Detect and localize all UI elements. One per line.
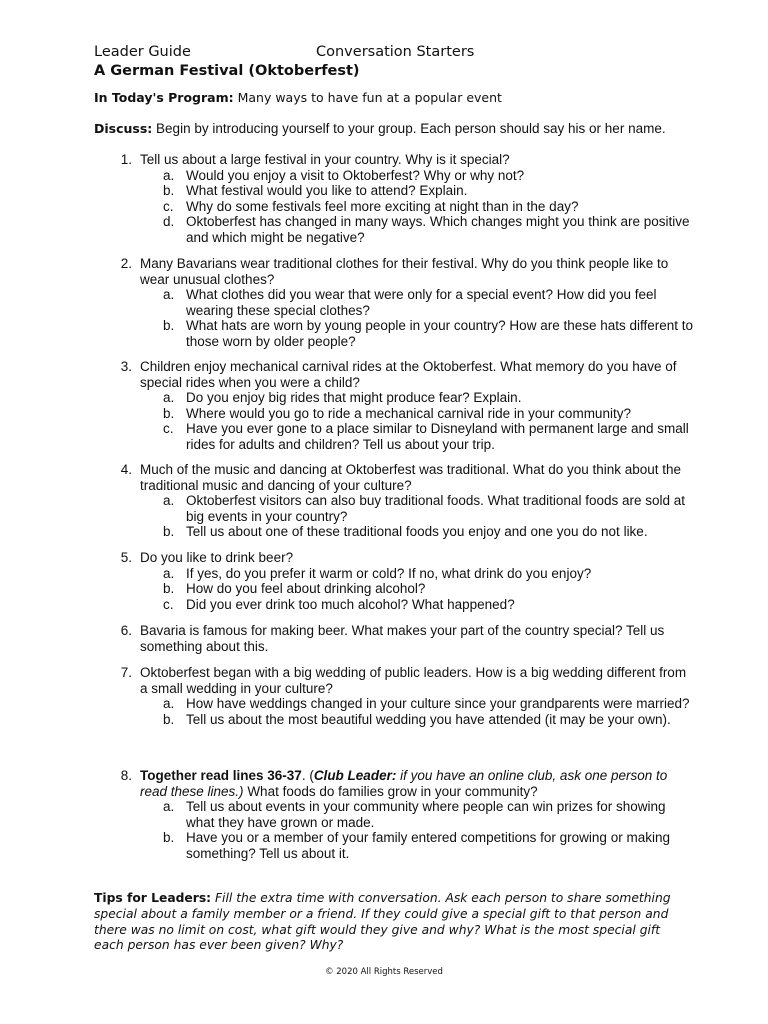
question-text: Much of the music and dancing at Oktoberfest was traditional. What do you think about the traditional music and dancing of your culture? [140,462,682,493]
sub-question-text: Do you enjoy big rides that might produce fear? Explain. [186,390,522,406]
tips-text: Fill the extra time with conversation. Ask each person to share something special about a family member or a friend. If they could give a special gift to that person and there was no limit on cost, what gift would they give and why? What is the most special gift each person has ever been given? Why? [94,891,671,953]
sub-question-list [116,390,696,452]
question-8-text: What foods do families grow in your community? [243,783,538,799]
program-text: Many ways to have fun at a popular event [233,90,502,105]
sub-question [116,493,696,524]
question-number: 5. [120,550,132,565]
sub-question [116,696,696,712]
sub-question-letter: a. [163,799,175,815]
paren-open: . ( [301,768,314,783]
sub-question-letter: a. [163,287,175,303]
sub-question-letter: b. [163,711,175,727]
discuss-line [94,121,666,136]
sub-question [116,287,696,318]
sub-question-letter: c. [163,596,174,612]
sub-question-letter: a. [163,565,175,581]
sub-question [116,712,696,728]
sub-question [116,830,696,861]
sub-question [116,214,696,245]
sub-question-letter: a. [163,493,175,509]
copyright-footer: © 2020 All Rights Reserved [325,967,443,977]
discuss-text: Begin by introducing yourself to your group. Each person should say his or her name. [152,121,666,136]
sub-question-list [116,168,696,246]
sub-question-text: What hats are worn by young people in your country? How are these hats different to those worn by older people? [186,318,694,349]
question-text: Oktoberfest began with a big wedding of public leaders. How is a big wedding different from a small wedding in your culture? [140,665,687,696]
sub-question-text: Would you enjoy a visit to Oktoberfest? Why or why not? [186,167,525,183]
sub-question [116,183,696,199]
sub-question-text: Oktoberfest has changed in many ways. Which changes might you think are positive and which might be negative? [186,214,690,245]
sub-question-list [116,799,696,861]
sub-question [116,581,696,597]
question-7 [116,665,696,727]
sub-question-letter: c. [163,421,174,437]
sub-question-text: Have you or a member of your family entered competitions for growing or making something? Tell us about it. [186,830,670,861]
sub-question-text: How have weddings changed in your culture since your grandparents were married? [186,696,690,712]
program-label: In Today's Program: [94,90,234,105]
sub-question [116,597,696,613]
sub-question [116,799,696,830]
sub-question [116,406,696,422]
question-text: Many Bavarians wear traditional clothes for their festival. Why do you think people like to wear unusual clothes? [140,256,669,287]
question-text: Children enjoy mechanical carnival rides at the Oktoberfest. What memory do you have of special rides when you were a child? [140,359,677,390]
sub-question-text: Tell us about the most beautiful wedding you have attended (it may be your own). [186,711,671,727]
sub-question-text: Have you ever gone to a place similar to Disneyland with permanent large and small rides for adults and children? Tell us about your trip. [186,421,689,452]
question-text [140,768,696,799]
question-number: 6. [120,623,132,638]
sub-question [116,524,696,540]
question-number: 4. [120,462,132,477]
page-title: A German Festival (Oktoberfest) [94,63,360,79]
sub-question [116,199,696,215]
sub-question-text: If yes, do you prefer it warm or cold? If no, what drink do you enjoy? [186,565,592,581]
header-right: Conversation Starters [316,44,475,60]
question-1 [116,152,696,246]
sub-question-letter: a. [163,390,175,406]
sub-question-letter: d. [163,214,175,230]
tips-for-leaders [94,891,684,954]
question-3 [116,359,696,453]
sub-question-list [116,493,696,540]
sub-question-letter: b. [163,183,175,199]
sub-question-list [116,287,696,349]
sub-question [116,390,696,406]
question-number: 1. [120,152,132,167]
sub-question-text: Tell us about events in your community where people can win prizes for showing what they have grown or made. [186,799,666,830]
header-left: Leader Guide [94,44,191,60]
sub-question [116,168,696,184]
sub-question [116,421,696,452]
question-2 [116,256,696,350]
question-6 [116,623,696,654]
sub-question-letter: b. [163,581,175,597]
sub-question-list [116,566,696,613]
sub-question-list [116,696,696,727]
sub-question [116,566,696,582]
sub-question-letter: b. [163,318,175,334]
question-5 [116,550,696,612]
club-leader-note: if you have an online club, ask one person to read these lines.) [140,768,668,799]
sub-question-text: How do you feel about drinking alcohol? [186,581,426,597]
sub-question-letter: c. [163,198,174,214]
read-lines-instruction: Together read lines 36-37 [140,768,302,783]
sub-question-letter: b. [163,405,175,421]
question-text: Do you like to drink beer? [140,550,294,565]
sub-question [116,318,696,349]
question-number: 8. [120,768,132,783]
sub-question-letter: b. [163,524,175,540]
sub-question-text: Tell us about one of these traditional foods you enjoy and one you do not like. [186,524,648,540]
discuss-label: Discuss: [94,121,153,136]
sub-question-letter: a. [163,167,175,183]
sub-question-text: What festival would you like to attend? Explain. [186,183,468,199]
sub-question-text: What clothes did you wear that were only for a special event? How did you feel wearing these special clothes? [186,287,657,318]
sub-question-text: Oktoberfest visitors can also buy traditional foods. What traditional foods are sold at big events in your country? [186,493,686,524]
sub-question-letter: b. [163,830,175,846]
sub-question-text: Where would you go to ride a mechanical carnival ride in your community? [186,405,631,421]
question-number: 7. [120,665,132,680]
sub-question-text: Did you ever drink too much alcohol? What happened? [186,596,515,612]
question-number: 3. [120,359,132,374]
sub-question-letter: a. [163,696,175,712]
question-text: Tell us about a large festival in your country. Why is it special? [140,152,510,167]
sub-question-text: Why do some festivals feel more exciting at night than in the day? [186,198,579,214]
question-4 [116,462,696,540]
club-leader-label: Club Leader: [313,768,397,783]
tips-label: Tips for Leaders: [94,891,212,905]
program-line [94,90,502,105]
question-number: 2. [120,256,132,271]
question-text: Bavaria is famous for making beer. What makes your part of the country special? Tell us something about this. [140,623,665,654]
question-8 [116,768,696,862]
